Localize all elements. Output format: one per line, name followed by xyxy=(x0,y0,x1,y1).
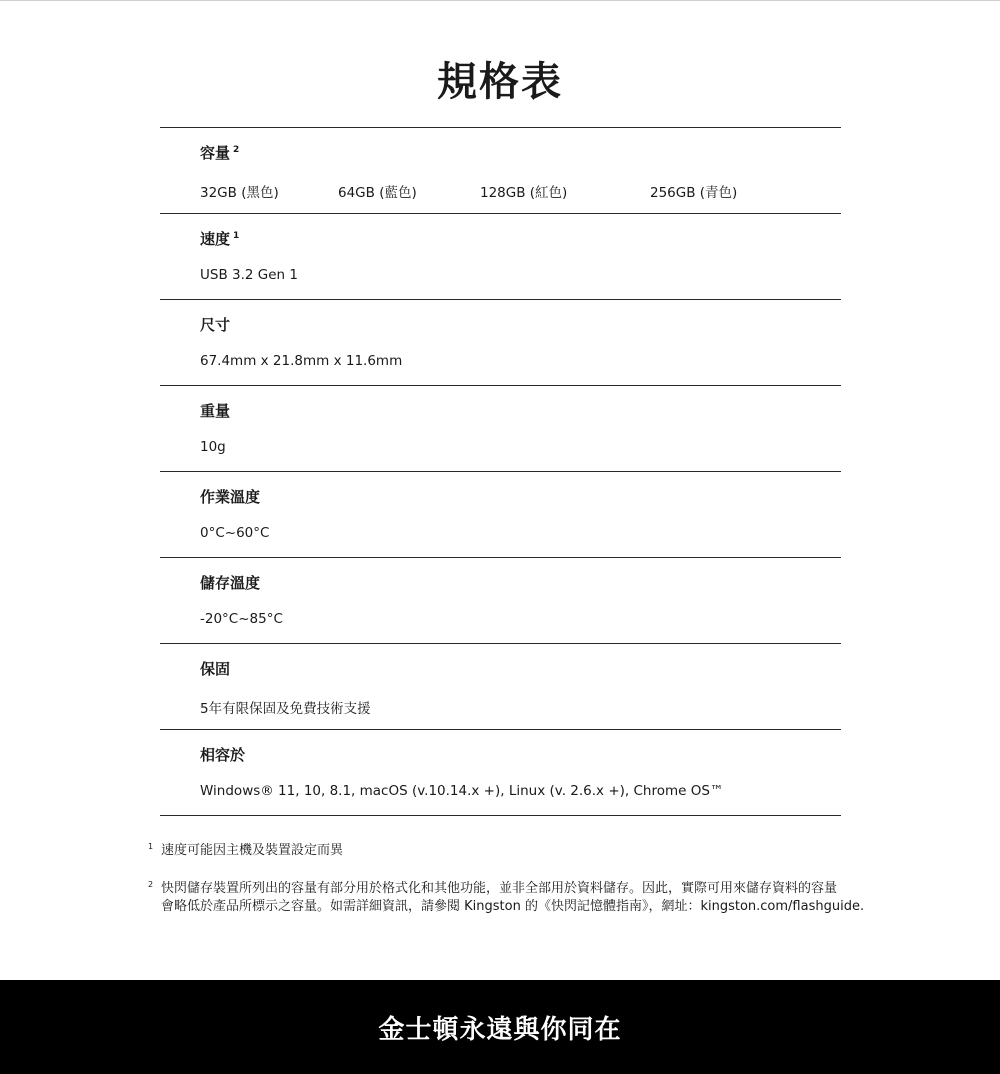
spec-label-weight: 重量 xyxy=(200,402,231,420)
footnote-text: 速度可能因主機及裝置設定而異 xyxy=(161,843,344,858)
spec-value-operating-temp: 0°C~60°C xyxy=(200,525,270,541)
spec-value-speed: USB 3.2 Gen 1 xyxy=(200,267,298,283)
page-title: 規格表 xyxy=(437,59,563,105)
spec-row-weight xyxy=(160,385,841,471)
footnote-number: 2 xyxy=(148,880,154,889)
footnote-text: 快閃儲存裝置所列出的容量有部分用於格式化和其他功能，並非全部用於資料儲存。因此，實際可用來儲存資料的容量 xyxy=(161,881,838,896)
spec-row-storage-temp xyxy=(160,557,841,643)
capacity-option-32gb: 32GB (黑色) xyxy=(200,185,279,201)
spec-row-speed xyxy=(160,213,841,299)
spec-value-compatibility: Windows® 11, 10, 8.1, macOS (v.10.14.x +), Linux (v. 2.6.x +), Chrome OS™ xyxy=(200,783,724,799)
footer-slogan: 金士頓永遠與你同在 xyxy=(378,1014,622,1045)
spec-label-warranty: 保固 xyxy=(200,660,231,678)
footnote-ref: 2 xyxy=(233,145,240,155)
footnote-ref: 1 xyxy=(233,231,240,241)
spec-label-operating-temp: 作業溫度 xyxy=(200,488,261,506)
spec-value-warranty: 5年有限保固及免費技術支援 xyxy=(200,701,371,717)
spec-label-speed: 速度 $^1$ xyxy=(200,230,240,248)
capacity-option-64gb: 64GB (藍色) xyxy=(338,185,417,201)
spec-row-compatibility xyxy=(160,729,841,816)
spec-label-capacity: 容量 $^2$ xyxy=(200,144,240,162)
spec-row-capacity xyxy=(160,127,841,213)
spec-row-operating-temp xyxy=(160,471,841,557)
footnote-text: 會略低於產品所標示之容量。如需詳細資訊，請參閱 Kingston 的《快閃記憶體指南》，網址：kingston.com/flashguide. xyxy=(161,899,865,914)
spec-row-dimensions xyxy=(160,299,841,385)
spec-label-dimensions: 尺寸 xyxy=(200,316,231,334)
capacity-option-256gb: 256GB (青色) xyxy=(650,185,738,201)
footnote-number: 1 xyxy=(148,842,154,851)
footnotes xyxy=(148,842,928,916)
spec-label-compatibility: 相容於 xyxy=(200,746,246,764)
spec-label-storage-temp: 儲存溫度 xyxy=(200,574,261,592)
capacity-option-128gb: 128GB (紅色) xyxy=(480,185,568,201)
top-divider xyxy=(0,0,1000,1)
footnote-2 xyxy=(148,880,928,916)
footnote-1 xyxy=(148,842,928,860)
spec-value-weight: 10g xyxy=(200,439,226,455)
spec-value-storage-temp: -20°C~85°C xyxy=(200,611,283,627)
spec-table xyxy=(160,127,841,816)
footer-banner xyxy=(0,980,1000,1074)
spec-value-dimensions: 67.4mm x 21.8mm x 11.6mm xyxy=(200,353,403,369)
spec-row-warranty xyxy=(160,643,841,729)
